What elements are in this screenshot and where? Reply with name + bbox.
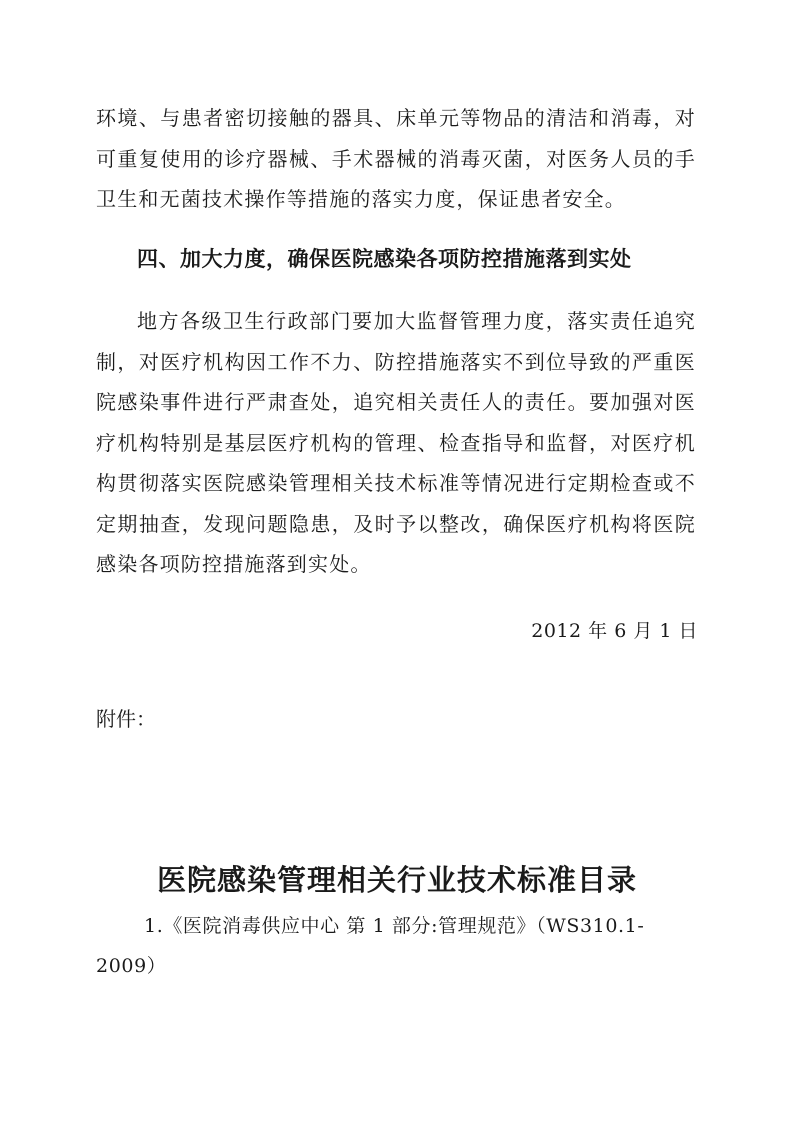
- section-heading-4: 四、加大力度，确保医院感染各项防控措施落到实处: [137, 247, 632, 271]
- document-date: 2012 年 6 月 1 日: [531, 620, 698, 642]
- body-paragraph-2: 地方各级卫生行政部门要加大监督管理力度，落实责任追究制，对医疗机构因工作不力、防控措施落实不到位导致的严重医院感染事件进行严肃查处，追究相关责任人的责任。要加强对医疗机构特别是基层医疗机构的管理、检查指导和监督，对医疗机构贯彻落实医院感染管理相关技术标准等情况进行定期检查或不定期抽查，发现问题隐患，及时予以整改，确保医疗机构将医院感染各项防控措施落到实处。: [96, 309, 696, 576]
- catalog-item-1: 1.《医院消毒供应中心 第 1 部分:管理规范》（WS310.1-2009）: [96, 915, 645, 977]
- catalog-title: 医院感染管理相关行业技术标准目录: [156, 863, 637, 897]
- body-paragraph-1: 环境、与患者密切接触的器具、床单元等物品的清洁和消毒，对可重复使用的诊疗器械、手术器械的消毒灭菌，对医务人员的手卫生和无菌技术操作等措施的落实力度，保证患者安全。: [96, 106, 696, 211]
- attachment-label: 附件：: [96, 707, 156, 731]
